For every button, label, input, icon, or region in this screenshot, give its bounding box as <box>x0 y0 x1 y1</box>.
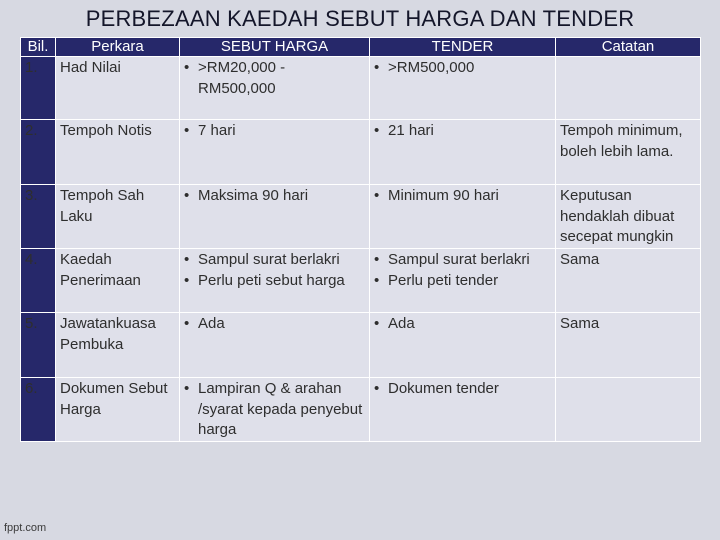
bullet-item: • Perlu peti tender <box>374 271 551 292</box>
sebut-harga-cell <box>180 120 370 185</box>
row-number: 2. <box>21 120 56 185</box>
catatan-cell: Sama <box>556 313 701 378</box>
comparison-table <box>20 37 701 442</box>
bullet-item: • Lampiran Q & arahan /syarat kepada penyebut harga <box>184 379 365 441</box>
bullet-item: • 21 hari <box>374 121 551 142</box>
table-row <box>21 120 701 185</box>
table-row <box>21 313 701 378</box>
tender-cell <box>370 57 556 120</box>
table-header-row <box>21 38 701 57</box>
bullet-item: • Sampul surat berlakri <box>374 250 551 271</box>
catatan-cell <box>556 378 701 442</box>
perkara-cell: Had Nilai <box>56 57 180 120</box>
perkara-cell: Tempoh Sah Laku <box>56 185 180 249</box>
perkara-cell: Dokumen Sebut Harga <box>56 378 180 442</box>
bullet-item: • Ada <box>184 314 365 335</box>
table-row <box>21 249 701 313</box>
table-row <box>21 185 701 249</box>
sebut-harga-cell <box>180 249 370 313</box>
row-number: 3. <box>21 185 56 249</box>
bullet-item: • Maksima 90 hari <box>184 186 365 207</box>
sebut-harga-cell <box>180 185 370 249</box>
sebut-harga-cell <box>180 378 370 442</box>
row-number: 5. <box>21 313 56 378</box>
catatan-cell: Tempoh minimum, boleh lebih lama. <box>556 120 701 185</box>
row-number: 4. <box>21 249 56 313</box>
tender-cell <box>370 313 556 378</box>
row-number: 1. <box>21 57 56 120</box>
bullet-item: • Ada <box>374 314 551 335</box>
perkara-cell: Jawatankuasa Pembuka <box>56 313 180 378</box>
row-number: 6. <box>21 378 56 442</box>
footer-watermark: fppt.com <box>4 522 47 534</box>
bullet-item: • 7 hari <box>184 121 365 142</box>
tender-cell <box>370 185 556 249</box>
header-catatan: Catatan <box>556 38 701 57</box>
header-perkara: Perkara <box>56 38 180 57</box>
catatan-cell <box>556 57 701 120</box>
perkara-cell: Kaedah Penerimaan <box>56 249 180 313</box>
bullet-item: • >RM500,000 <box>374 58 551 79</box>
header-tender: TENDER <box>370 38 556 57</box>
tender-cell <box>370 120 556 185</box>
perkara-cell: Tempoh Notis <box>56 120 180 185</box>
tender-cell <box>370 378 556 442</box>
table-row <box>21 57 701 120</box>
catatan-cell: Keputusan hendaklah dibuat secepat mungkin <box>556 185 701 249</box>
catatan-cell: Sama <box>556 249 701 313</box>
header-bil: Bil. <box>21 38 56 57</box>
table-row <box>21 378 701 442</box>
bullet-item: • Dokumen tender <box>374 379 551 400</box>
bullet-item: • Perlu peti sebut harga <box>184 271 365 292</box>
header-sebut-harga: SEBUT HARGA <box>180 38 370 57</box>
sebut-harga-cell <box>180 57 370 120</box>
sebut-harga-cell <box>180 313 370 378</box>
slide-title: PERBEZAAN KAEDAH SEBUT HARGA DAN TENDER <box>85 6 635 31</box>
bullet-item: • Minimum 90 hari <box>374 186 551 207</box>
bullet-item: • Sampul surat berlakri <box>184 250 365 271</box>
bullet-item: • >RM20,000 - RM500,000 <box>184 58 365 99</box>
tender-cell <box>370 249 556 313</box>
